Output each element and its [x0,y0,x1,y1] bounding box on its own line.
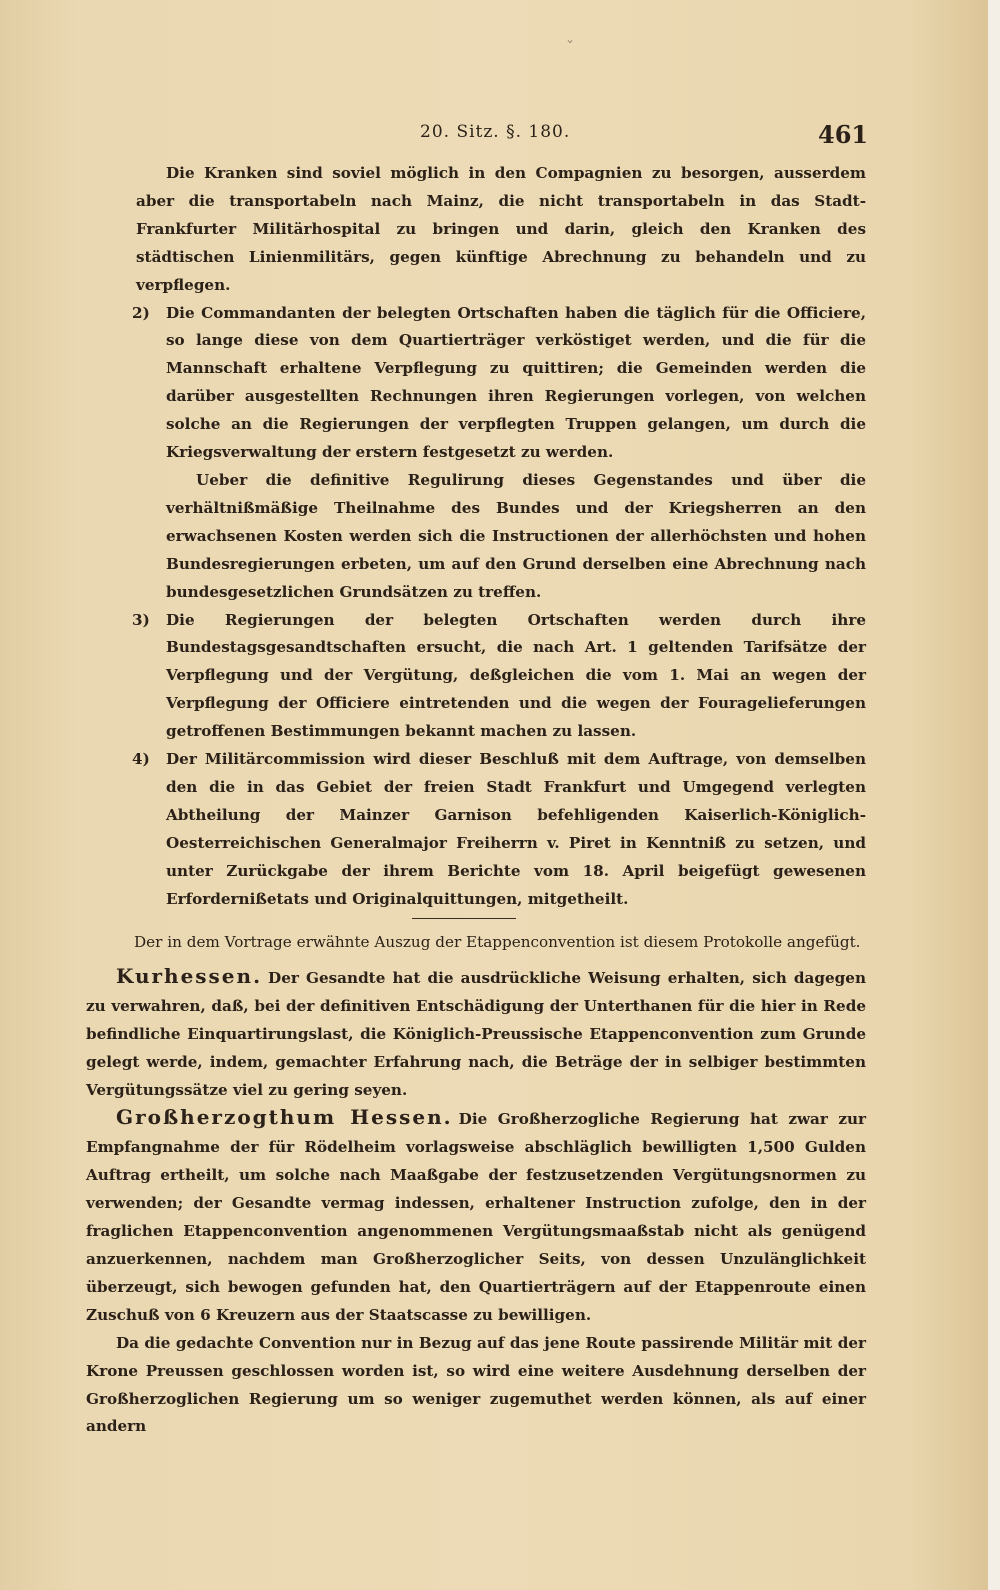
item-2 [132,300,866,467]
item-number: 3) [132,610,150,629]
item-number: 4) [132,750,150,769]
stain-mark: ˇ [566,38,574,57]
paragraph-hessen [86,1104,866,1329]
running-head: 20. Sitz. §. 180. [420,122,571,142]
item-number: 2) [132,303,150,322]
separator-rule [412,918,516,919]
statements-text [86,927,866,1441]
state-name-kurhessen: Kurhessen. [116,963,263,988]
annex-note: Der in dem Vortrage erwähnte Auszug der Etappenconvention ist diesem Protokolle angefügt. [134,933,861,951]
item-text: Die Regierungen der belegten Ortschaften werden durch ihre Bundestagsgesandtschaften ersucht, die nach Art. 1 geltenden Tarifsätze der Verpflegung und der Vergütung, deßgleichen die vom 1. Mai an wegen der Verpflegung der Officiere eintretenden und die wegen der Fouragelieferungen getroffenen Bestimmungen bekannt machen zu lassen. [166,610,866,741]
item-text: Die Commandanten der belegten Ortschaften haben die täglich für die Officiere, so lange diese von dem Quartierträger verköstiget werden, und die für die Mannschaft erhaltene Verpflegung zu quittiren; die Gemeinden werden die darüber ausgestellten Rechnungen ihren Regierungen vorlegen, von welchen solche an die Regierungen der verpflegten Truppen gelangen, um durch die Kriegsverwaltung der erstern festgesetzt zu werden. [166,303,866,462]
statement-text: Der Gesandte hat die ausdrückliche Weisung erhalten, sich dagegen zu verwahren, daß, bei der definitiven Entschädigung der Unterthanen für die hier in Rede befindliche Einquartirungslast, die Königlich-Preussische Etappenconvention zum Grunde gelegt werde, indem, gemachter Erfahrung nach, die Beträge der in selbiger bestimmten Vergütungssätze viel zu gering seyen. [86,968,866,1099]
item-text: Ueber die definitive Regulirung dieses Gegenstandes und über die verhältnißmäßige Theilnahme des Bundes und der Kriegsherren an den erwachsenen Kosten werden sich die Instructionen der allerhöchsten und hohen Bundesregierungen erbeten, um auf den Grund derselben eine Abrechnung nach bundesgesetzlichen Grundsätzen zu treffen. [166,470,866,601]
statement-text: Die Großherzogliche Regierung hat zwar zur Empfangnahme der für Rödelheim vorlagsweise abschläglich bewilligten 1,500 Gulden Auftrag ertheilt, um solche nach Maaßgabe der festzusetzenden Vergütungsnormen zu verwenden; der Gesandte vermag indessen, erhaltener Instruction zufolge, den in der fraglichen Etappenconvention angenommenen Vergütungsmaaßstab nicht als genügend anzuerkennen, nachdem man Großherzoglicher Seits, von dessen Unzulänglichkeit überzeugt, sich bewogen gefunden hat, den Quartierträgern auf der Etappenroute einen Zuschuß von 6 Kreuzern aus der Staatscasse zu bewilligen. [86,1110,867,1324]
item-3 [132,607,866,747]
page-edge [988,0,1000,1590]
paragraph-sick-care: Die Kranken sind soviel möglich in den Compagnien zu besorgen, ausserdem aber die transportabeln nach Mainz, die nicht transportabeln in das Stadt-Frankfurter Militärhospital zu bringen und darin, gleich den Kranken des städtischen Linienmilitärs, gegen künftige Abrechnung zu behandeln und zu verpflegen. [136,164,866,294]
state-name-hessen: Großherzogthum Hessen. [116,1105,453,1130]
paragraph-convention: Da die gedachte Convention nur in Bezug auf das jene Route passirende Militär mit der Krone Preussen geschlossen worden ist, so wird eine weitere Ausdehnung derselben der Großherzoglichen Regierung um so weniger zugemuthet werden können, als auf einer andern [86,1333,866,1436]
paragraph-regulation [136,467,866,607]
item-4 [132,746,866,913]
item-text: Der Militärcommission wird dieser Beschluß mit dem Auftrage, von demselben den die in das Gebiet der freien Stadt Frankfurt und Umgegend verlegten Abtheilung der Mainzer Garnison befehligenden Kaiserlich-Königlich-Oesterreichischen Generalmajor Freiherrn v. Piret in Kenntniß zu setzen, und unter Zurückgabe der ihrem Berichte vom 18. April beigefügt gewesenen Erfordernißetats und Originalquittungen, mitgetheilt. [166,750,866,908]
resolution-text [132,160,866,913]
paragraph-kurhessen [86,963,866,1105]
page-number: 461 [818,120,869,149]
page-header [0,122,988,152]
